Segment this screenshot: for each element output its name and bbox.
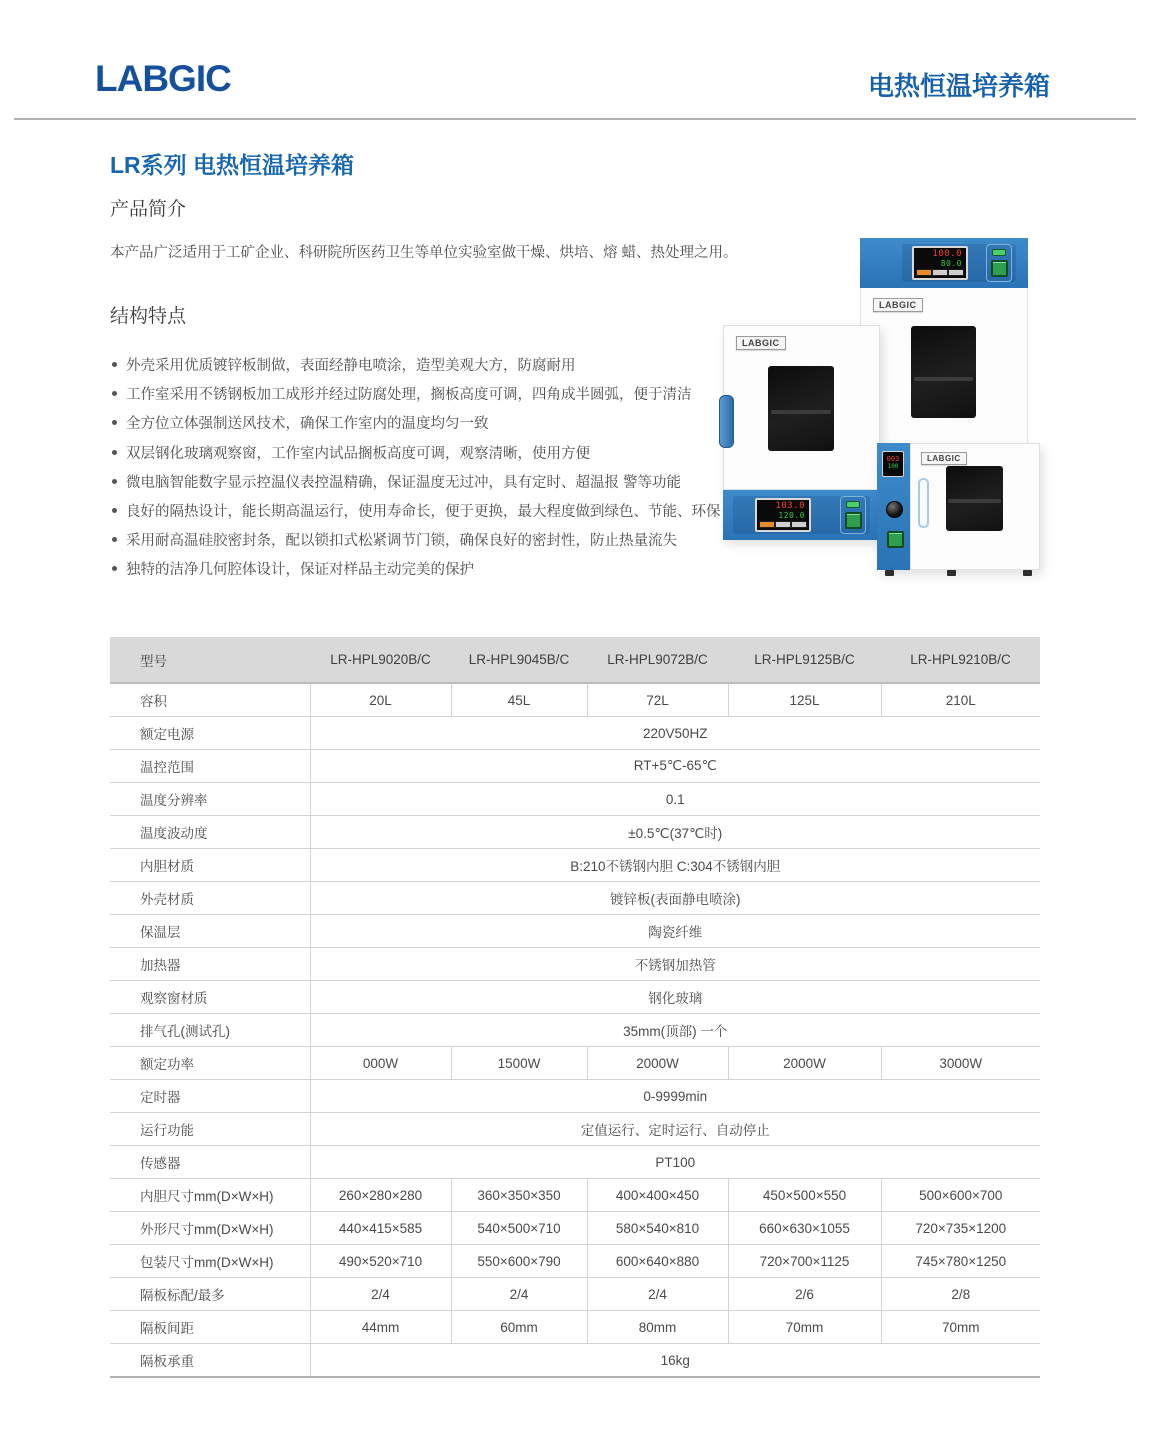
spec-value-merged: 陶瓷纤维 <box>310 915 1040 948</box>
spec-value-merged: B:210不锈钢内胆 C:304不锈钢内胆 <box>310 849 1040 882</box>
spec-value: 2/4 <box>451 1278 587 1311</box>
brand-plate: LABGIC <box>873 298 923 312</box>
spec-value: 260×280×280 <box>310 1179 451 1212</box>
spec-value: 000W <box>310 1047 451 1080</box>
spec-value-merged: 220V50HZ <box>310 717 1040 750</box>
spec-row <box>110 816 1040 849</box>
feature-item <box>112 467 721 496</box>
spec-value: 600×640×880 <box>587 1245 728 1278</box>
spec-value: 450×500×550 <box>728 1179 881 1212</box>
spec-value: 550×600×790 <box>451 1245 587 1278</box>
spec-label: 额定电源 <box>110 717 310 750</box>
spec-value: 44mm <box>310 1311 451 1344</box>
indicator-lamp <box>992 249 1006 256</box>
spec-row <box>110 783 1040 816</box>
spec-value: 440×415×585 <box>310 1212 451 1245</box>
spec-row <box>110 849 1040 882</box>
control-column <box>877 443 910 570</box>
series-title: LR系列 电热恒温培养箱 <box>110 152 355 178</box>
spec-row <box>110 1146 1040 1179</box>
pv-value: 103.0 <box>775 501 805 511</box>
spec-value: 360×350×350 <box>451 1179 587 1212</box>
spec-label: 运行功能 <box>110 1113 310 1146</box>
feature-text: 双层钢化玻璃观察窗，工作室内试品搁板高度可调，观察清晰，使用方便 <box>126 445 590 462</box>
spec-value: 80mm <box>587 1311 728 1344</box>
spec-value: 2/4 <box>587 1278 728 1311</box>
spec-row <box>110 750 1040 783</box>
spec-value: 490×520×710 <box>310 1245 451 1278</box>
spec-label: 温控范围 <box>110 750 310 783</box>
bullet-dot <box>112 566 117 571</box>
product-large-incubator <box>860 238 1028 454</box>
spec-row <box>110 1212 1040 1245</box>
spec-row <box>110 1245 1040 1278</box>
spec-value: 720×735×1200 <box>881 1212 1040 1245</box>
viewing-window <box>946 466 1003 531</box>
spec-value: 2/4 <box>310 1278 451 1311</box>
spec-value-merged: 钢化玻璃 <box>310 981 1040 1014</box>
spec-value: 1500W <box>451 1047 587 1080</box>
spec-label: 外形尺寸mm(D×W×H) <box>110 1212 310 1245</box>
spec-header-row <box>110 637 1040 683</box>
shelf-line <box>771 410 832 414</box>
controller-keys <box>916 269 964 276</box>
spec-label: 内胆材质 <box>110 849 310 882</box>
doc-title: 电热恒温培养箱 <box>867 71 1050 101</box>
spec-row <box>110 915 1040 948</box>
spec-label: 温度分辨率 <box>110 783 310 816</box>
spec-row <box>110 1047 1040 1080</box>
spec-value: 70mm <box>728 1311 881 1344</box>
sv-value: 100 <box>887 463 899 470</box>
brand-logo: LABGIC <box>95 58 231 99</box>
feature-item <box>112 496 721 525</box>
spec-value: 580×540×810 <box>587 1212 728 1245</box>
foot <box>947 570 956 576</box>
spec-value: 72L <box>587 683 728 717</box>
bullet-dot <box>112 450 117 455</box>
spec-value: 3000W <box>881 1047 1040 1080</box>
spec-row <box>110 882 1040 915</box>
spec-value: 20L <box>310 683 451 717</box>
spec-label: 外壳材质 <box>110 882 310 915</box>
foot <box>1023 570 1032 576</box>
feature-item <box>112 525 721 554</box>
model-header: LR-HPL9072B/C <box>587 637 728 683</box>
spec-value-merged: 35mm(顶部) 一个 <box>310 1014 1040 1047</box>
power-button <box>991 260 1008 277</box>
spec-value: 125L <box>728 683 881 717</box>
spec-row <box>110 1344 1040 1378</box>
spec-value: 660×630×1055 <box>728 1212 881 1245</box>
spec-row <box>110 1179 1040 1212</box>
cabinet-body <box>910 443 1040 570</box>
feature-item <box>112 554 721 583</box>
spec-row <box>110 1080 1040 1113</box>
temp-controller-display <box>912 246 968 280</box>
control-panel-top <box>860 238 1028 288</box>
spec-label: 温度波动度 <box>110 816 310 849</box>
temp-controller-display <box>755 498 811 532</box>
door-handle <box>918 478 929 528</box>
shelf-line <box>948 499 1000 503</box>
cabinet-body <box>723 325 880 490</box>
feature-text: 独特的洁净几何腔体设计，保证对样品主动完美的保护 <box>126 562 474 579</box>
bullet-dot <box>112 362 117 367</box>
sv-value: 120.0 <box>778 511 805 520</box>
feature-text: 良好的隔热设计，能长期高温运行，使用寿命长，便于更换，最大程度做到绿色、节能、环保 <box>126 504 721 521</box>
spec-label: 隔板承重 <box>110 1344 310 1378</box>
spec-row <box>110 1014 1040 1047</box>
spec-value-merged: 不锈钢加热管 <box>310 948 1040 981</box>
power-button <box>887 531 904 548</box>
spec-label: 定时器 <box>110 1080 310 1113</box>
sv-value: 80.0 <box>940 259 962 268</box>
product-medium-incubator <box>723 325 880 540</box>
controller-keys <box>759 521 807 528</box>
spec-value: 2/8 <box>881 1278 1040 1311</box>
model-header: LR-HPL9210B/C <box>881 637 1040 683</box>
pv-value: 100.0 <box>932 249 962 259</box>
model-header: LR-HPL9020B/C <box>310 637 451 683</box>
spec-value: 500×600×700 <box>881 1179 1040 1212</box>
feature-text: 工作室采用不锈钢板加工成形并经过防腐处理，搁板高度可调，四角成半圆弧，便于清洁 <box>126 387 692 404</box>
indicator-lamp <box>846 501 860 508</box>
bullet-dot <box>112 420 117 425</box>
bullet-dot <box>112 508 117 513</box>
spec-value-merged: 0.1 <box>310 783 1040 816</box>
header-divider <box>14 118 1136 120</box>
spec-label: 传感器 <box>110 1146 310 1179</box>
feature-text: 全方位立体强制送风技术，确保工作室内的温度均匀一致 <box>126 416 489 433</box>
model-header: LR-HPL9045B/C <box>451 637 587 683</box>
spec-row <box>110 948 1040 981</box>
brand-plate: LABGIC <box>921 452 967 465</box>
spec-value: 60mm <box>451 1311 587 1344</box>
spec-row <box>110 981 1040 1014</box>
spec-value: 45L <box>451 683 587 717</box>
spec-label: 额定功率 <box>110 1047 310 1080</box>
shelf-line <box>914 377 974 381</box>
feature-item <box>112 408 721 437</box>
bullet-dot <box>112 537 117 542</box>
power-switch <box>986 244 1012 282</box>
spec-value: 210L <box>945 692 976 708</box>
intro-heading: 产品简介 <box>110 199 187 220</box>
temp-controller-display <box>882 451 904 477</box>
spec-value: 400×400×450 <box>587 1179 728 1212</box>
spec-value: 745×780×1250 <box>881 1245 1040 1278</box>
spec-row <box>110 717 1040 750</box>
control-knob <box>886 501 903 518</box>
spec-table <box>110 637 1040 1378</box>
spec-row <box>110 683 1040 717</box>
spec-corner-header: 型号 <box>110 637 310 683</box>
bullet-dot <box>112 391 117 396</box>
features-list <box>112 350 721 584</box>
spec-value-merged: 镀锌板(表面静电喷涂) <box>310 882 1040 915</box>
features-heading: 结构特点 <box>110 306 187 327</box>
bullet-dot <box>112 479 117 484</box>
power-switch <box>840 496 866 534</box>
spec-row <box>110 1278 1040 1311</box>
spec-row <box>110 1113 1040 1146</box>
spec-value: 2000W <box>587 1047 728 1080</box>
spec-label: 观察窗材质 <box>110 981 310 1014</box>
spec-value: 720×700×1125 <box>728 1245 881 1278</box>
spec-value: 540×500×710 <box>451 1212 587 1245</box>
spec-label: 容积 <box>110 683 310 717</box>
viewing-window <box>768 366 834 451</box>
spec-value: 70mm <box>881 1311 1040 1344</box>
cabinet-body <box>860 288 1028 454</box>
door-handle <box>719 395 734 448</box>
feature-text: 微电脑智能数字显示控温仪表控温精确，保证温度无过冲，具有定时、超温报 警等功能 <box>126 474 682 491</box>
spec-value-merged: 16kg <box>310 1344 1040 1378</box>
spec-value-merged: 0-9999min <box>310 1080 1040 1113</box>
spec-label: 隔板间距 <box>110 1311 310 1344</box>
spec-label: 包装尺寸mm(D×W×H) <box>110 1245 310 1278</box>
spec-label: 排气孔(测试孔) <box>110 1014 310 1047</box>
spec-label: 加热器 <box>110 948 310 981</box>
power-button <box>845 512 862 529</box>
spec-value-merged: PT100 <box>310 1146 1040 1179</box>
spec-label: 隔板标配/最多 <box>110 1278 310 1311</box>
spec-value-merged: ±0.5℃(37℃时) <box>310 816 1040 849</box>
foot <box>885 570 894 576</box>
spec-value-merged: 定值运行、定时运行、自动停止 <box>310 1113 1040 1146</box>
feature-text: 外壳采用优质镀锌板制做，表面经静电喷涂，造型美观大方，防腐耐用 <box>126 358 576 375</box>
product-gallery <box>700 232 1048 582</box>
feature-item <box>112 438 721 467</box>
viewing-window <box>911 326 976 418</box>
product-small-incubator <box>877 443 1040 570</box>
spec-label: 内胆尺寸mm(D×W×H) <box>110 1179 310 1212</box>
spec-value-merged: RT+5℃-65℃ <box>310 750 1040 783</box>
feature-text: 采用耐高温硅胶密封条，配以锁扣式松紧调节门锁，确保良好的密封性，防止热量流失 <box>126 533 677 550</box>
pv-value: 003 <box>886 455 900 463</box>
spec-label: 保温层 <box>110 915 310 948</box>
control-panel-bottom <box>723 490 880 540</box>
model-header: LR-HPL9125B/C <box>728 637 881 683</box>
feature-item <box>112 350 721 379</box>
spec-value: 2000W <box>728 1047 881 1080</box>
spec-row <box>110 1311 1040 1344</box>
brand-plate: LABGIC <box>736 336 786 350</box>
intro-text: 本产品广泛适用于工矿企业、科研院所医药卫生等单位实验室做干燥、烘培、熔 蜡、热处理之用。 <box>110 245 738 261</box>
spec-value: 2/6 <box>728 1278 881 1311</box>
feature-item <box>112 379 721 408</box>
